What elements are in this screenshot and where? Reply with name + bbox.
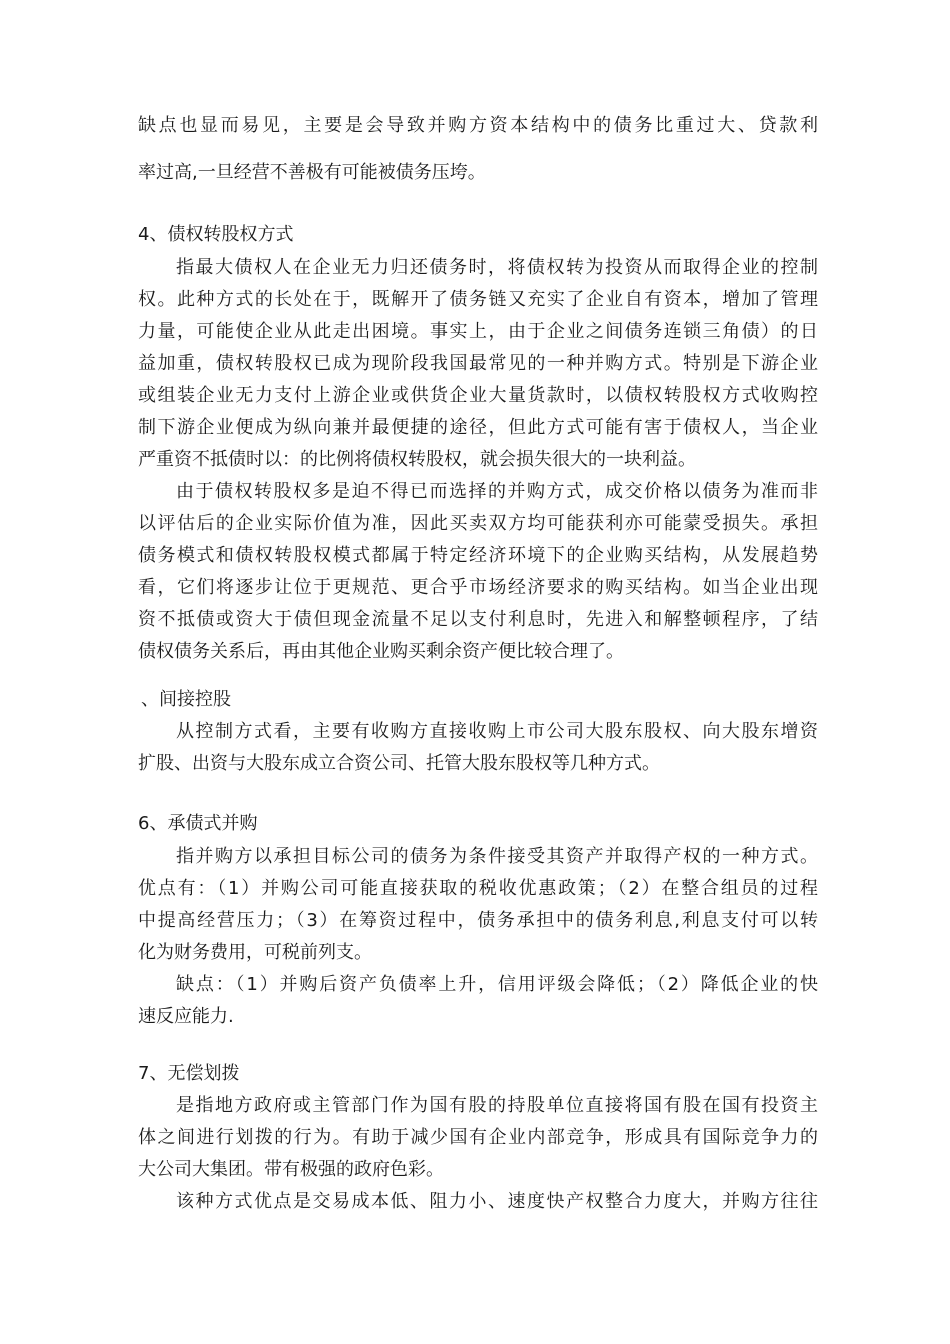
- body-text-line: 速反应能力.: [138, 1006, 234, 1027]
- body-text-line: 益加重，债权转股权已成为现阶段我国最常见的一种并购方式。特别是下游企业: [138, 353, 818, 374]
- body-text-line: 是指地方政府或主管部门作为国有股的持股单位直接将国有股在国有投资主: [176, 1095, 818, 1116]
- body-text-line: 中提高经营压力；（3）在筹资过程中，债务承担中的债务利息,利息支付可以转: [138, 910, 818, 931]
- body-text-line: 缺点：（1）并购后资产负债率上升，信用评级会降低；（2）降低企业的快: [176, 974, 818, 995]
- body-text-line: 由于债权转股权多是迫不得已而选择的并购方式，成交价格以债务为准而非: [176, 481, 818, 502]
- body-text-line: 优点有：（1）并购公司可能直接获取的税收优惠政策；（2）在整合组员的过程: [138, 878, 818, 899]
- body-text-line: 扩股、出资与大股东成立合资公司、托管大股东股权等几种方式。: [138, 753, 660, 774]
- body-text-line: 权。此种方式的长处在于，既解开了债务链又充实了企业自有资本，增加了管理: [138, 289, 818, 310]
- body-text-line: 债务模式和债权转股权模式都属于特定经济环境下的企业购买结构，从发展趋势: [138, 545, 818, 566]
- body-text-line: 率过高,一旦经营不善极有可能被债务压垮。: [138, 162, 486, 183]
- body-text-line: 缺点也显而易见，主要是会导致并购方资本结构中的债务比重过大、贷款利: [138, 115, 818, 136]
- body-text-line: 指并购方以承担目标公司的债务为条件接受其资产并取得产权的一种方式。: [176, 846, 818, 867]
- body-text-line: 大公司大集团。带有极强的政府色彩。: [138, 1159, 444, 1180]
- body-text-line: 制下游企业便成为纵向兼并最便捷的途径，但此方式可能有害于债权人，当企业: [138, 417, 818, 438]
- body-text-line: 该种方式优点是交易成本低、阻力小、速度快产权整合力度大，并购方往往: [176, 1191, 818, 1212]
- section-heading: 4、债权转股权方式: [138, 224, 294, 245]
- body-text-line: 以评估后的企业实际价值为准，因此买卖双方均可能获利亦可能蒙受损失。承担: [138, 513, 818, 534]
- body-text-line: 指最大债权人在企业无力归还债务时，将债权转为投资从而取得企业的控制: [176, 257, 818, 278]
- body-text-line: 化为财务费用，可税前列支。: [138, 942, 372, 963]
- body-text-line: 体之间进行划拨的行为。有助于减少国有企业内部竞争，形成具有国际竞争力的: [138, 1127, 818, 1148]
- body-text-line: 资不抵债或资大于债但现金流量不足以支付利息时，先进入和解整顿程序，了结: [138, 609, 818, 630]
- body-text-line: 从控制方式看，主要有收购方直接收购上市公司大股东股权、向大股东增资: [176, 721, 818, 742]
- section-heading: 7、无偿划拨: [138, 1063, 240, 1084]
- body-text-line: 或组装企业无力支付上游企业或供货企业大量货款时，以债权转股权方式收购控: [138, 385, 818, 406]
- section-heading: 、间接控股: [141, 689, 231, 710]
- body-text-line: 力量，可能使企业从此走出困境。事实上，由于企业之间债务连锁三角债）的日: [138, 321, 818, 342]
- body-text-line: 债权债务关系后，再由其他企业购买剩余资产便比较合理了。: [138, 641, 624, 662]
- body-text-line: 严重资不抵债时以：的比例将债权转股权，就会损失很大的一块利益。: [138, 449, 696, 470]
- body-text-line: 看，它们将逐步让位于更规范、更合乎市场经济要求的购买结构。如当企业出现: [138, 577, 818, 598]
- section-heading: 6、承债式并购: [138, 813, 258, 834]
